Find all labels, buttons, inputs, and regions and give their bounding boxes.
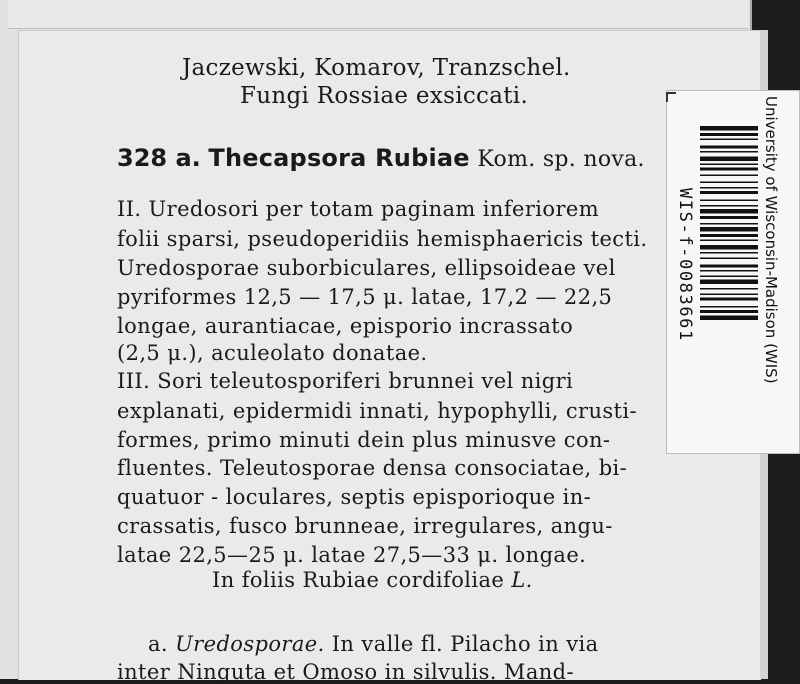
description-line: formes, primo minuti dein plus minusve con-: [117, 428, 611, 452]
locality-stage: Uredosporae.: [175, 632, 325, 656]
corner-mark: [666, 92, 676, 102]
host-line: [212, 570, 533, 591]
description-line: folii sparsi, pseudoperidiis hemisphaericis tecti.: [117, 227, 648, 251]
description-line: pyriformes 12,5 — 17,5 μ. latae, 17,2 — 22,5: [117, 285, 613, 309]
description-line: quatuor - loculares, septis episporioque in-: [117, 485, 592, 509]
description-line: Uredosporae suborbiculares, ellipsoideae vel: [117, 256, 616, 280]
description-line: explanati, epidermidi innati, hypophylli, crusti-: [117, 399, 638, 423]
locality-line-2: inter Ninguta et Omoso in silvulis. Mand-: [117, 660, 575, 684]
locality-text: In valle fl. Pilacho in via: [331, 632, 599, 656]
description-line: (2,5 μ.), aculeolato donatae.: [117, 341, 428, 365]
species-name: Thecapsora Rubiae: [208, 144, 470, 172]
host-text: In foliis Rubiae cordifoliae: [212, 568, 505, 592]
locality-label: a.: [148, 632, 168, 656]
description-line: fluentes. Teleutosporae densa consociatae, bi-: [117, 456, 628, 480]
series-authors: Jaczewski, Komarov, Tranzschel.: [182, 55, 571, 81]
species-author: Kom. sp. nova.: [477, 147, 645, 172]
series-title: Fungi Rossiae exsiccati.: [240, 83, 529, 109]
barcode-number: WIS-f-0083661: [675, 188, 695, 342]
barcode: [700, 126, 758, 420]
specimen-number: 328 a.: [117, 144, 201, 172]
description-line: latae 22,5—25 μ. latae 27,5—33 μ. longae.: [117, 543, 587, 567]
description-line: longae, aurantiacae, episporio incrassato: [117, 314, 574, 338]
host-author: L.: [511, 568, 533, 592]
background-sheet-top-edge: [8, 0, 748, 29]
description-line: II. Uredosori per totam paginam inferiorem: [117, 197, 600, 221]
description-line: crassatis, fusco brunneae, irregulares, angu-: [117, 514, 613, 538]
institution-name: University of Wisconsin-Madison (WIS): [762, 96, 780, 384]
description-line: III. Sori teleutosporiferi brunnei vel nigri: [117, 369, 574, 393]
species-heading: [117, 146, 645, 171]
locality-line: [148, 634, 599, 655]
